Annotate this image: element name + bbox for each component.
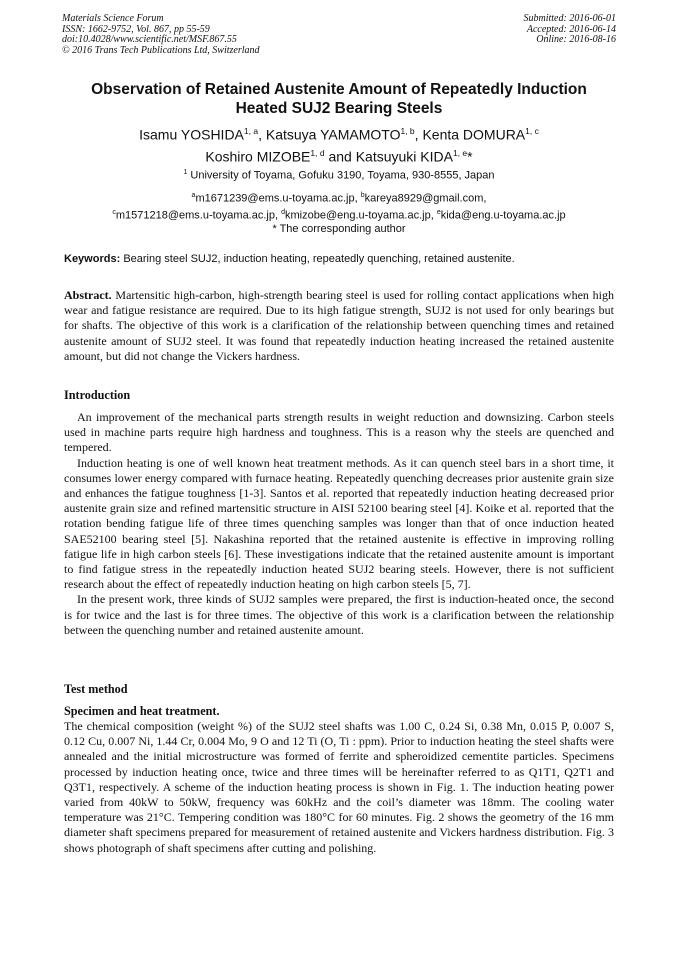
author-4: Koshiro MIZOBE	[205, 148, 311, 165]
author-5: Katsuyuki KIDA	[355, 148, 453, 165]
keywords-text: Bearing steel SUJ2, induction heating, repeatedly quenching, retained austenite.	[123, 253, 515, 265]
intro-paragraph-2: Induction heating is one of well known heat treatment methods. As it can quench steel bars in a short time, it consumes lower energy compared with furnace heating. Repeatedly quenching decreases prior austenite grain size and enhances the fatigue toughness [1-3]. Santos et al. reported that repeatedly induction heating decreased prior austenite grain size and refined martensitic structure in AISI 52100 bearing steel [4]. Koike et al. reported that the rotation bending fatigue life of three times quenching samples was longer than that of once induction heated SAE52100 bearing steel [5]. Nakashina reported that the retained austenite is effective in improving rolling fatigue life in high carbon steels [6]. These investigations indicate that the retained austenite amount is important to find fatigue stress in the repeatedly induction heated SUJ2 bearing steels. However, there is not sufficient research about the effect of repeatedly induction heating on high carbon steels [5, 7].	[64, 455, 614, 592]
introduction-body	[64, 410, 614, 638]
author-1: Isamu YOSHIDA	[139, 126, 244, 143]
affiliation: $^1$ University of Toyama, Gofuku 3190, Toyama, 930-8555, Japan	[183, 169, 495, 182]
email-b[interactable]: kareya8929@gmail.com,	[364, 192, 487, 205]
paper-title	[40, 80, 638, 118]
intro-paragraph-1: An improvement of the mechanical parts strength results in weight reduction and downsizing. Carbon steels used in machine parts require high hardness and toughness. This is a reason why the steels are quenched and tempered.	[64, 410, 614, 455]
corresponding-star: *	[467, 148, 473, 165]
author-list: Isamu YOSHIDA$^{1, a}$, Katsuya YAMAMOTO$^{1, b}$, Kenta DOMURA$^{1, c}$ Koshiro MIZOBE$^{1, d}$ and Katsuyuki KIDA$^{1, e}$*	[139, 126, 539, 165]
corresponding-note: * The corresponding author	[272, 223, 406, 236]
test-method-paragraph-1: The chemical composition (weight %) of the SUJ2 steel shafts was 1.00 C, 0.24 Si, 0.38 Mn, 0.015 P, 0.007 S, 0.12 Cu, 0.007 Ni, 1.44 Cr, 0.004 Mo, 9 O and 12 Ti (O, Ti : ppm). Prior to induction heating the steel shafts were annealed and the initial microstructure was formed of ferrite and spheroidized cementite particles. Specimens processed by induction heating once, twice and three times will be hereinafter referred to as Q1T1, Q2T1 and Q3T1, respectively. A scheme of the induction heating process is shown in Fig. 1. The induction heating power varied from 40kW to 50kW, frequency was 60kHz and the coil’s diameter was 18mm. The cooling water temperature was 21°C. Tempering condition was 180°C for 60 minutes. Fig. 2 shows the geometry of the 16 mm diameter shaft specimens prepared for measurement of retained austenite and Vickers hardness distribution. Fig. 3 shows photograph of shaft specimens after cutting and polishing.	[64, 719, 614, 855]
abstract-text: Martensitic high-carbon, high-strength bearing steel is used for rolling contact applications when high wear and fatigue resistance are required. Due to its high fatigue strength, SUJ2 is not used for only bearings but for shafts. The objective of this work is a clarification of the relationship between quenching times and retained austenite amount of SUJ2 steel. It was found that repeatedly induction heating increased the retained austenite amount, but did not change the Vickers hardness.	[64, 288, 615, 363]
journal-name: Materials Science Forum	[62, 13, 164, 24]
email-a[interactable]: m1671239@ems.u-toyama.ac.jp,	[195, 192, 358, 205]
author-2: Katsuya YAMAMOTO	[265, 126, 401, 143]
keywords-label: Keywords:	[64, 253, 121, 265]
title-line-1: Observation of Retained Austenite Amount of Repeatedly Induction	[91, 81, 587, 98]
abstract-label: Abstract.	[64, 288, 112, 302]
intro-paragraph-3: In the present work, three kinds of SUJ2 samples were prepared, the first is induction-heated once, the second is for twice and the last is for three times. The objective of this work is a clarification between the relationship between the quenching number and retained austenite amount.	[64, 592, 614, 637]
journal-header	[62, 14, 260, 56]
introduction-heading: Introduction	[64, 388, 131, 402]
test-method-heading: Test method	[64, 682, 128, 696]
title-line-2: Heated SUJ2 Bearing Steels	[235, 100, 443, 117]
email-c[interactable]: m1571218@ems.u-toyama.ac.jp,	[115, 209, 279, 222]
online-date: Online: 2016-08-16	[536, 34, 616, 46]
email-e[interactable]: kida@eng.u-toyama.ac.jp	[440, 209, 566, 222]
dates-header	[524, 14, 617, 46]
journal-issn: ISSN: 1662-9752, Vol. 867, pp 55-59	[62, 23, 210, 35]
journal-doi[interactable]: doi:10.4028/www.scientific.net/MSF.867.55	[62, 34, 237, 46]
email-list: $^a$m1671239@ems.u-toyama.ac.jp, $^b$kareya8929@gmail.com, $^c$m1571218@ems.u-toyama.ac.jp, $^d$kmizobe@eng.u-toyama.ac.jp, $^e$kida@eng.u-toyama.ac.jp * The corresponding author	[40, 189, 638, 236]
specimen-subheading: Specimen and heat treatment.	[64, 704, 220, 718]
test-method-body	[64, 719, 614, 856]
keywords	[64, 252, 624, 266]
submitted-date: Submitted: 2016-06-01	[523, 13, 616, 24]
accepted-date: Accepted: 2016-06-14	[526, 23, 616, 35]
abstract	[64, 288, 614, 364]
journal-copyright: © 2016 Trans Tech Publications Ltd, Switzerland	[62, 44, 260, 56]
author-3: Kenta DOMURA	[422, 126, 526, 143]
email-d[interactable]: kmizobe@eng.u-toyama.ac.jp,	[285, 209, 434, 222]
